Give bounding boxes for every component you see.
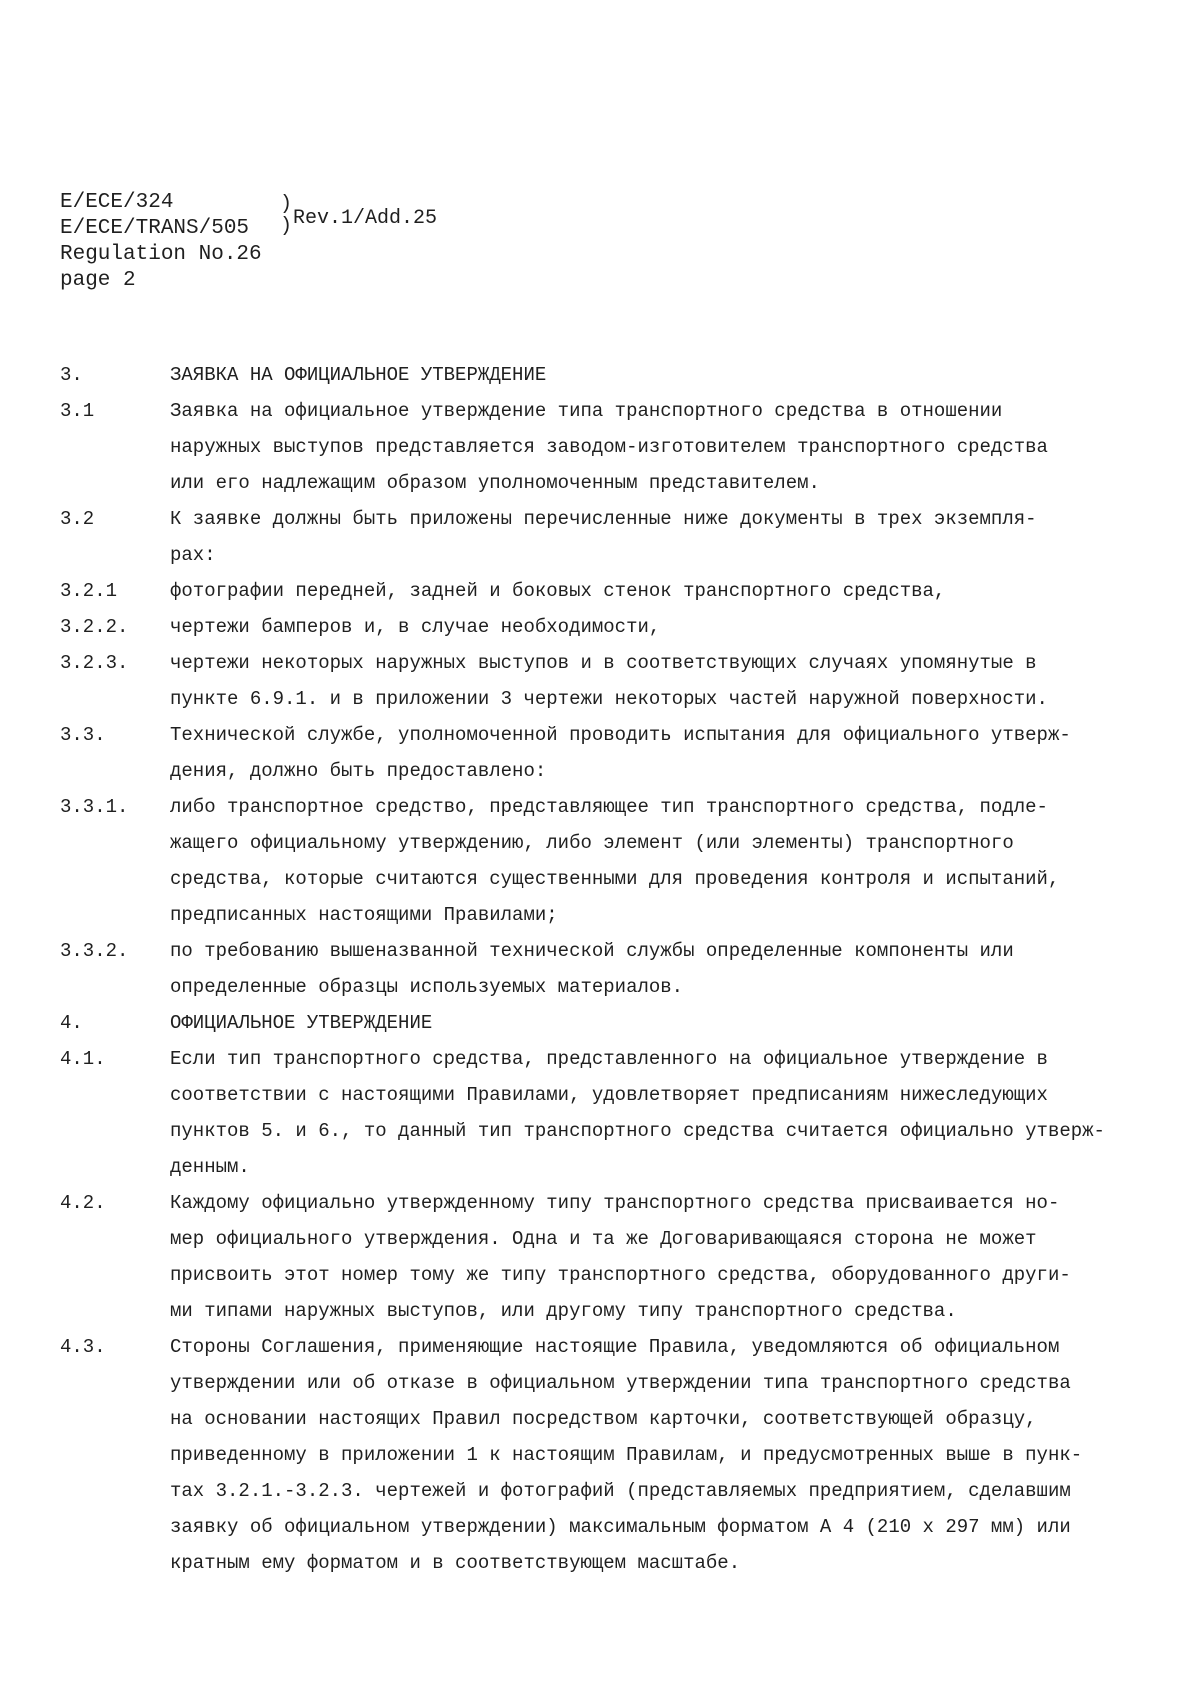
paragraph-number: 3.2.2. [60,616,129,638]
text-line: рах: [170,544,216,566]
paragraph [60,1329,1150,1581]
text-line: фотографии передней, задней и боковых стенок транспортного средства, [170,580,946,602]
text-line: соответствии с настоящими Правилами, удовлетворяет предписаниям нижеследующих [170,1084,1048,1106]
doc-symbol-1: E/ECE/324 [60,191,174,214]
paragraph [60,357,1150,393]
text-line: по требованию вышеназванной технической службы определенные компоненты или [170,940,1014,962]
text-line: либо транспортное средство, представляющее тип транспортного средства, подле- [170,796,1048,818]
text-line: определенные образцы используемых материалов. [170,976,684,998]
text-line: дения, должно быть предоставлено: [170,760,547,782]
document-header [60,190,438,294]
paragraph-text [170,1329,1150,1581]
text-line: утверждении или об отказе в официальном утверждении типа транспортного средства [170,1372,1071,1394]
paragraph-number: 3.3. [60,724,106,746]
text-line: пунктов 5. и 6., то данный тип транспортного средства считается официально утверж- [170,1120,1105,1142]
text-line: наружных выступов представляется заводом-изготовителем транспортного средства [170,436,1048,458]
text-line: пункте 6.9.1. и в приложении 3 чертежи некоторых частей наружной поверхности. [170,688,1048,710]
paragraph-number: 3.3.2. [60,940,129,962]
text-line: К заявке должны быть приложены перечисленные ниже документы в трех экземпля- [170,508,1037,530]
text-line: жащего официальному утверждению, либо элемент (или элементы) транспортного [170,832,1014,854]
paragraph-text [170,933,1150,1005]
text-line: Каждому официально утвержденному типу транспортного средства присваивается но- [170,1192,1060,1214]
revision-label: Rev.1/Add.25 [293,207,438,230]
paragraph-text [170,357,1150,393]
paragraph-number: 3.3.1. [60,796,129,818]
paragraph-text [170,717,1150,789]
paragraph [60,573,1150,609]
paragraph-number: 3.2.1 [60,580,118,602]
text-line: чертежи бамперов и, в случае необходимости, [170,616,661,638]
text-line: заявку об официальном утверждении) максимальным форматом А 4 (210 х 297 мм) или [170,1516,1071,1538]
paragraph-text [170,1185,1150,1329]
text-line: средства, которые считаются существенными для проведения контроля и испытаний, [170,868,1060,890]
paragraph-number: 4. [60,1012,83,1034]
paragraph-text [170,1041,1150,1185]
page-number: page 2 [60,269,136,292]
paragraph-number: 4.3. [60,1336,106,1358]
paragraph [60,1041,1150,1185]
paragraph-text [170,573,1150,609]
text-line: чертежи некоторых наружных выступов и в соответствующих случаях упомянутые в [170,652,1037,674]
text-line: или его надлежащим образом уполномоченным представителем. [170,472,820,494]
text-line: Если тип транспортного средства, представленного на официальное утверждение в [170,1048,1048,1070]
paragraph [60,645,1150,717]
text-line: мер официального утверждения. Одна и та же Договаривающаяся сторона не может [170,1228,1037,1250]
paragraph [60,789,1150,933]
text-line: ЗАЯВКА НА ОФИЦИАЛЬНОЕ УТВЕРЖДЕНИЕ [170,364,547,386]
paragraph [60,717,1150,789]
text-line: ОФИЦИАЛЬНОЕ УТВЕРЖДЕНИЕ [170,1012,433,1034]
text-line: Стороны Соглашения, применяющие настоящие Правила, уведомляются об официальном [170,1336,1060,1358]
paragraph-text [170,1005,1150,1041]
paragraph [60,393,1150,501]
text-line: на основании настоящих Правил посредством карточки, соответствующей образцу, [170,1408,1037,1430]
paragraph-number: 3.1 [60,400,95,422]
paragraph-number: 3.2 [60,508,95,530]
paragraph [60,609,1150,645]
text-line: кратным ему форматом и в соответствующем масштабе. [170,1552,741,1574]
paragraph [60,1185,1150,1329]
text-line: Заявка на официальное утверждение типа транспортного средства в отношении [170,400,1003,422]
bracket-mark: ) ) [280,193,293,238]
text-line: присвоить этот номер тому же типу транспортного средства, оборудованного други- [170,1264,1071,1286]
regulation-number: Regulation No.26 [60,243,262,266]
text-line: Технической службе, уполномоченной проводить испытания для официального утверж- [170,724,1071,746]
document-body [60,357,1150,1581]
paragraph [60,501,1150,573]
paragraph-number: 3.2.3. [60,652,129,674]
paragraph-text [170,609,1150,645]
text-line: тах 3.2.1.-3.2.3. чертежей и фотографий (представляемых предприятием, сделавшим [170,1480,1071,1502]
paragraph-number: 4.1. [60,1048,106,1070]
paragraph-text [170,645,1150,717]
paragraph-text [170,789,1150,933]
paragraph-number: 3. [60,364,83,386]
text-line: денным. [170,1156,250,1178]
paragraph-text [170,393,1150,501]
paragraph-text [170,501,1150,573]
paragraph [60,933,1150,1005]
paragraph [60,1005,1150,1041]
text-line: предписанных настоящими Правилами; [170,904,558,926]
text-line: ми типами наружных выступов, или другому типу транспортного средства. [170,1300,957,1322]
text-line: приведенному в приложении 1 к настоящим Правилам, и предусмотренных выше в пунк- [170,1444,1083,1466]
paragraph-number: 4.2. [60,1192,106,1214]
doc-symbol-2: E/ECE/TRANS/505 [60,217,250,240]
